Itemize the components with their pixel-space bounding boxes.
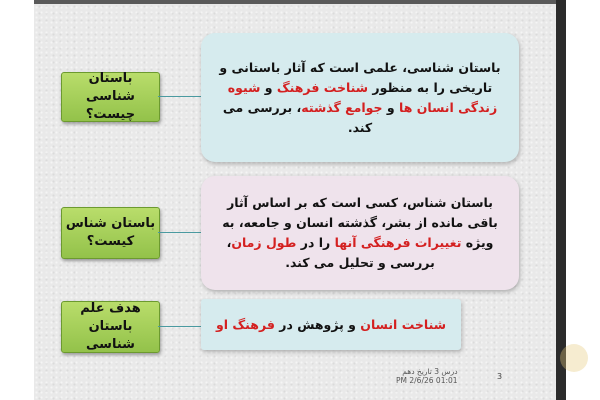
text-segment: ، بررسی و تحلیل می کند. bbox=[226, 235, 435, 270]
connector-line bbox=[158, 326, 201, 327]
text-segment: باستان شناس، کسی است که بر اساس آثار باقی مانده از بشر، گذشته انسان و جامعه، به ویژه bbox=[222, 195, 498, 250]
text-segment: و bbox=[260, 79, 277, 95]
text-segment: ، بررسی می کند. bbox=[222, 99, 373, 135]
highlight-segment: جوامع گذشته bbox=[301, 99, 383, 115]
card-text bbox=[216, 315, 446, 335]
highlight-segment: طول زمان bbox=[231, 235, 297, 250]
card-text bbox=[215, 58, 505, 138]
connector-line bbox=[158, 232, 201, 233]
highlight-segment: تغییرات فرهنگی آنها bbox=[334, 235, 462, 250]
slide-right-edge bbox=[556, 0, 566, 400]
corner-decoration bbox=[560, 344, 588, 372]
text-segment: باستان شناسی، علمی است که آثار باستانی و تاریخی را به منظور bbox=[219, 59, 501, 95]
label-line: چیست؟ bbox=[85, 107, 136, 122]
goal-card bbox=[201, 299, 461, 350]
definition-card-archaeologist bbox=[201, 176, 519, 290]
card-text bbox=[215, 193, 505, 273]
label-line: کیست؟ bbox=[86, 234, 135, 249]
slide-footer bbox=[396, 367, 458, 385]
text-segment: و پژوهش در bbox=[274, 316, 361, 332]
label-line: هدف علم bbox=[80, 301, 141, 316]
label-line: باستان شناس bbox=[65, 216, 156, 231]
highlight-segment: شناخت انسان bbox=[360, 316, 447, 332]
text-segment: را در bbox=[296, 235, 335, 250]
highlight-segment: فرهنگ او bbox=[215, 316, 275, 332]
definition-card-archaeology bbox=[201, 33, 519, 162]
page-number: 3 bbox=[497, 372, 503, 381]
label-line: باستان شناسی bbox=[86, 71, 135, 104]
label-goal-of-archaeology bbox=[61, 301, 160, 353]
text-segment: و bbox=[382, 99, 399, 115]
footer-time: 01:01 PM 2/6/26 bbox=[396, 376, 458, 385]
label-line: باستان شناسی bbox=[86, 319, 135, 352]
highlight-segment: شناخت فرهنگ bbox=[276, 79, 369, 95]
label-what-is-archaeology bbox=[61, 72, 160, 122]
footer-title: درس 3 تاریخ دهم bbox=[402, 367, 458, 376]
label-who-is-archaeologist bbox=[61, 207, 160, 259]
slide-top-border bbox=[34, 0, 562, 4]
connector-line bbox=[158, 96, 201, 97]
highlight-segment: شیوه زندگی انسان ها bbox=[227, 79, 498, 115]
